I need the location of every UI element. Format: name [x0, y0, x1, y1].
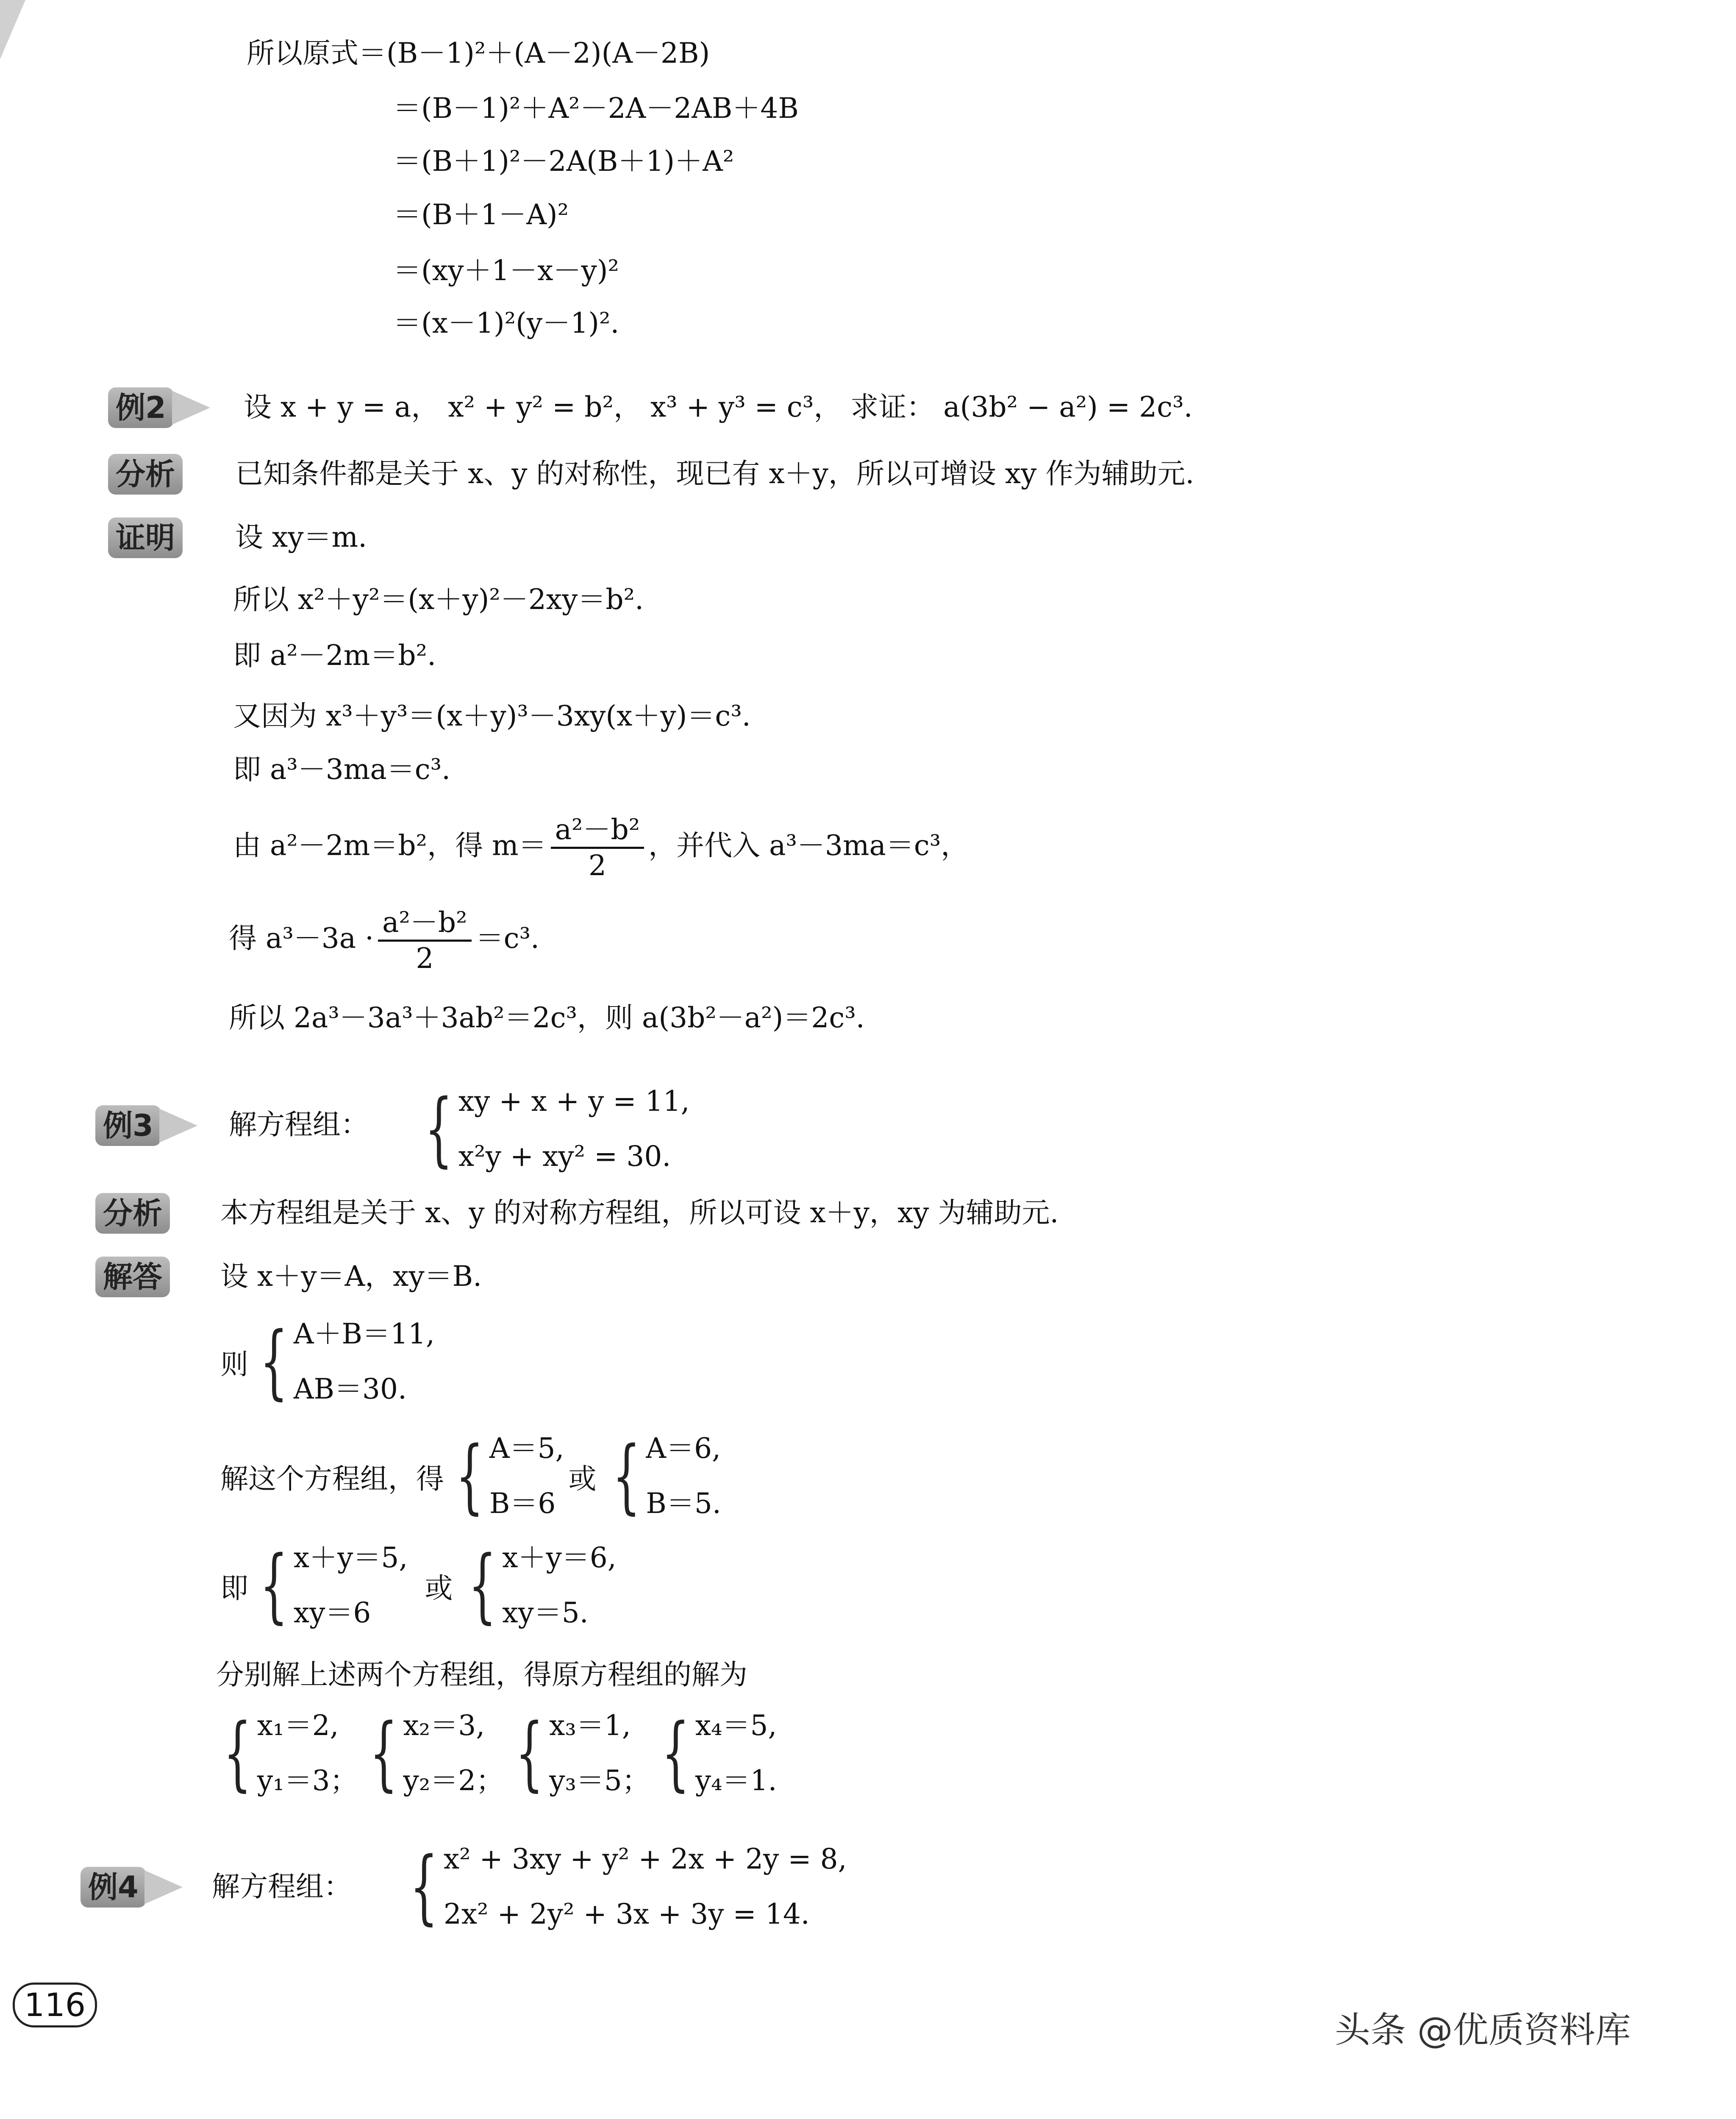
answer-badge: 解答 [95, 1257, 170, 1297]
analysis-text: 本方程组是关于 x、y 的对称方程组，所以可设 x＋y，xy 为辅助元. [220, 1196, 1059, 1229]
fraction: $\frac{\text{a²－b²}}{2}$ [551, 813, 644, 883]
arrow-icon [144, 1870, 183, 1904]
page-number: 116 [13, 1983, 97, 2027]
final-solutions: { x₁＝2, y₁＝3； { x₂＝3, y₂＝2； { x₃＝1, y₃＝5； { x₄＝5, y₄＝1. [223, 1706, 777, 1800]
answer-line: 分别解上述两个方程组，得原方程组的解为 [216, 1658, 747, 1691]
system-xy: 即 { x＋y＝5, xy＝6 或 { x＋y＝6, xy＝5. [220, 1538, 617, 1632]
equation-system: { xy + x + y = 11, x²y + xy² = 30. [425, 1082, 690, 1176]
derivation-line: 所以原式＝(B－1)²＋(A－2)(A－2B) [247, 37, 710, 70]
equation-system: { x² + 3xy + y² + 2x + 2y = 8, 2x² + 2y² + 3x + 3y = 14. [410, 1840, 847, 1933]
arrow-icon [159, 1109, 197, 1143]
example-3-badge: 例3 [95, 1105, 197, 1146]
derivation-line: ＝(B＋1)²－2A(B＋1)＋A² [393, 145, 734, 178]
derivation-line: ＝(B＋1－A)² [393, 198, 569, 231]
watermark: 头条 @优质资料库 [1335, 2009, 1631, 2051]
example-4-problem: 解方程组： [212, 1870, 352, 1903]
proof-line: 设 xy＝m. [235, 521, 367, 553]
proof-line: 又因为 x³＋y³＝(x＋y)³－3xy(x＋y)＝c³. [233, 700, 751, 732]
example-2-problem: 设 x + y = a， x² + y² = b²， x³ + y³ = c³， 求证： a(3b² − a²) = 2c³. [244, 391, 1193, 423]
system-AB-solutions: 解这个方程组，得 { A＝5, B＝6 或 { A＝6, B＝5. [220, 1429, 721, 1523]
proof-line-fraction: 由 a²－2m＝b²，得 m＝ $\frac{\text{a²－b²}}{2}$ ，并代入 a³－3ma＝c³， [233, 813, 969, 882]
derivation-line: ＝(xy＋1－x－y)² [393, 254, 619, 287]
proof-line-fraction: 得 a³－3a · $\frac{\text{a²－b²}}{2}$ ＝c³. [229, 906, 540, 975]
proof-line: 所以 2a³－3a³＋3ab²＝2c³，则 a(3b²－a²)＝2c³. [229, 1001, 865, 1034]
brace: { [425, 1082, 453, 1176]
fraction: $\frac{\text{a²－b²}}{2}$ [378, 906, 472, 976]
proof-line: 所以 x²＋y²＝(x＋y)²－2xy＝b². [233, 583, 644, 616]
analysis-badge: 分析 [95, 1193, 170, 1234]
example-2-badge [108, 387, 210, 428]
analysis-text: 已知条件都是关于 x、y 的对称性，现已有 x＋y，所以可增设 xy 作为辅助元. [235, 457, 1194, 490]
derivation-line: ＝(x－1)²(y－1)². [393, 307, 619, 339]
proof-line: 即 a³－3ma＝c³. [233, 753, 451, 786]
page-corner-fold [0, 0, 25, 59]
proof-badge: 证明 [108, 517, 183, 558]
analysis-badge: 分析 [108, 454, 183, 495]
derivation-line: ＝(B－1)²＋A²－2A－2AB＋4B [393, 92, 799, 125]
system-AB: 则 { A＋B＝11, AB＝30. [220, 1315, 435, 1408]
example-4-badge: 例4 [81, 1867, 183, 1908]
proof-line: 即 a²－2m＝b². [233, 639, 436, 672]
example-label: 例2 [108, 387, 174, 428]
answer-line: 设 x＋y＝A，xy＝B. [220, 1260, 482, 1293]
arrow-icon [172, 391, 210, 425]
example-3-problem: 解方程组： [229, 1108, 369, 1141]
